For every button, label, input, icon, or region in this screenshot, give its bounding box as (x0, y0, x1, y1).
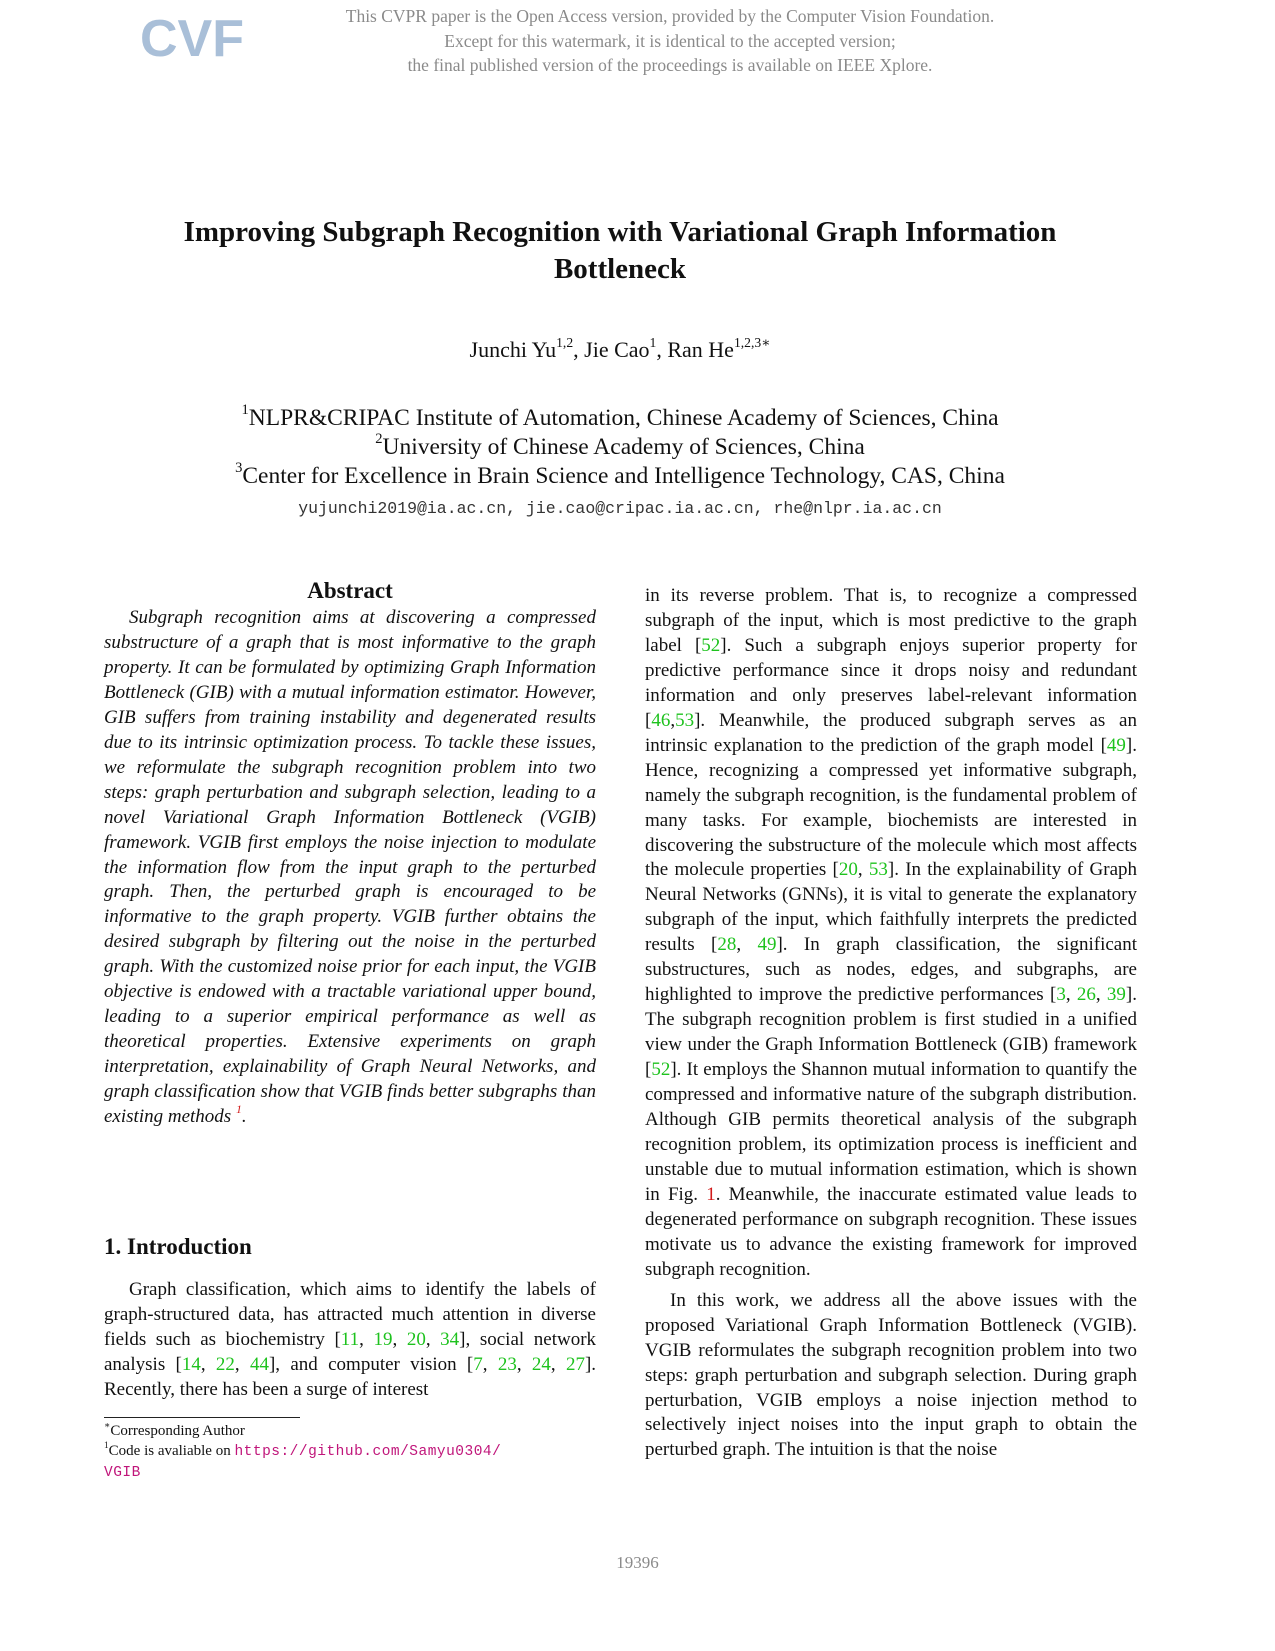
footnote-mark: 1 (104, 1440, 109, 1451)
author-sep: , (573, 337, 585, 362)
affiliation-sup: 3 (235, 460, 243, 476)
footnote-code (104, 1441, 596, 1483)
text-run: ]. Such a subgraph enjoys superior property for predictive performance since it drops noisy and redundant information and only preserves label-relevant information [ (645, 634, 1137, 731)
cvf-logo (138, 8, 244, 70)
paper-title (120, 214, 1120, 288)
section-heading-introduction: 1. Introduction (104, 1234, 252, 1259)
citation-link[interactable]: 28 (717, 934, 737, 956)
author-sup: 1,2 (556, 334, 574, 350)
affiliation-sup: 1 (241, 402, 249, 418)
footnote-ref[interactable]: 1 (235, 1102, 242, 1116)
footnotes (104, 1421, 596, 1483)
citation-link[interactable]: 7 (473, 1353, 483, 1375)
citation-link[interactable]: 23 (497, 1353, 517, 1375)
author-name: Junchi Yu (469, 337, 557, 362)
title-line: Bottleneck (553, 253, 687, 285)
code-url-link[interactable]: VGIB (104, 1465, 141, 1481)
title-line: Improving Subgraph Recognition with Variational Graph Information (183, 216, 1057, 248)
text-run: Graph classification, which aims to identify the labels of graph-structured data, has attracted much attention in diverse fields such as biochemistry [ (104, 1279, 596, 1350)
text-run: ]. Meanwhile, the produced subgraph serves as an intrinsic explanation to the prediction of the graph model [ (645, 709, 1137, 756)
right-column (645, 584, 1137, 1463)
paragraph: Graph classification, which aims to identify the labels of graph-structured data, has attracted much attention in diverse fields such as biochemistry [11, 19, 20, 34], social network analysis [14, 22, 44], and computer vision [7, 23, 24, 27]. Recently, there has been a surge of interest (104, 1279, 597, 1400)
paragraph: In this work, we address all the above issues with the proposed Variational Graph Information Bottleneck (VGIB). VGIB reformulates the subgraph recognition problem into two steps: graph perturbation and subgraph selection. During graph perturbation, VGIB employs a noise injection method to selectively inject noises into the input graph to obtain the perturbed graph. The intuition is that the noise (645, 1289, 1137, 1461)
citation-link[interactable]: 14 (181, 1353, 201, 1375)
footnote-mark: ∗ (104, 1420, 111, 1431)
citation-link[interactable]: 49 (757, 934, 777, 956)
figure-ref-link[interactable]: 1 (706, 1183, 716, 1205)
affiliation (120, 433, 1120, 462)
text-run: ]. Recently, there has been a surge of interest (104, 1353, 597, 1400)
abstract-end: . (241, 1106, 247, 1128)
text-run: . Meanwhile, the inaccurate estimated value leads to degenerated performance on subgraph recognition. These issues motivate us to advance the existing framework for improved subgraph recognition. (645, 1183, 1137, 1280)
citation-link[interactable]: 52 (651, 1059, 671, 1081)
footnote-text: Corresponding Author (110, 1423, 245, 1439)
watermark-line: This CVPR paper is the Open Access version, provided by the Computer Vision Foundation. (345, 6, 995, 26)
citation-link[interactable]: 39 (1106, 984, 1126, 1006)
text-run: ]. In the explainability of Graph Neural Networks (GNNs), it is vital to generate the explanatory subgraph of the input, which faithfully interprets the predicted results [ (645, 859, 1138, 956)
affiliation (120, 404, 1120, 433)
citation-link[interactable]: 27 (565, 1353, 585, 1375)
citation-link[interactable]: 22 (215, 1353, 235, 1375)
author-name: Ran He (667, 337, 734, 362)
cvf-logo-text: CVF (140, 10, 244, 68)
citation-link[interactable]: 20 (838, 859, 858, 881)
footnote-corresponding (104, 1421, 596, 1441)
abstract-body: Subgraph recognition aims at discovering a compressed substructure of a graph that is most informative to the graph property. It can be formulated by optimizing Graph Information Bottleneck (GIB) with a mutual information estimator. However, GIB suffers from training instability and degenerated results due to its intrinsic optimization process. To tackle these issues, we reformulate the subgraph recognition problem into two steps: graph perturbation and subgraph selection, leading to a novel Variational Graph Information Bottleneck (VGIB) framework. VGIB first employs the noise injection to modulate the information flow from the input graph to the perturbed graph. Then, the perturbed graph is encouraged to be informative to the graph property. VGIB further obtains the desired subgraph by filtering out the noise in the perturbed graph. With the customized noise prior for each input, the VGIB objective is endowed with a tractable variational upper bound, leading to a superior empirical performance as well as theoretical properties. Extensive experiments on graph interpretation, explainability of Graph Neural Networks, and graph classification show that VGIB finds better subgraphs than existing methods (104, 607, 596, 1128)
watermark-line: Except for this watermark, it is identical to the accepted version; (444, 30, 896, 51)
author-list (120, 336, 1120, 364)
affiliation-text: NLPR&CRIPAC Institute of Automation, Chinese Academy of Sciences, China (248, 405, 999, 431)
affiliation-text: University of Chinese Academy of Sciences, China (382, 434, 865, 460)
citation-link[interactable]: 44 (249, 1353, 269, 1375)
affiliations (120, 404, 1120, 491)
author-sup: 1 (649, 334, 657, 350)
citation-link[interactable]: 11 (340, 1328, 360, 1350)
citation-link[interactable]: 53 (675, 709, 695, 731)
citation-link[interactable]: 26 (1076, 984, 1096, 1006)
watermark-line: the final published version of the proceedings is available on IEEE Xplore. (407, 55, 933, 75)
text-run: ]. Hence, recognizing a compressed yet informative subgraph, namely the subgraph recognition, is the fundamental problem of many tasks. For example, biochemists are interested in discovering the substructure of the molecule which most affects the molecule properties [ (645, 734, 1137, 881)
affiliation-sup: 2 (375, 431, 383, 447)
author-name: Jie Cao (584, 337, 650, 362)
citation-link[interactable]: 49 (1106, 734, 1126, 756)
citation-link[interactable]: 52 (701, 634, 721, 656)
paragraph: in its reverse problem. That is, to recognize a compressed subgraph of the input, which is most predictive to the graph label [52]. Such a subgraph enjoys superior property for predictive performance since it drops noisy and redundant information and only preserves label-relevant information [46,53]. Meanwhile, the produced subgraph serves as an intrinsic explanation to the prediction of the graph model [49]. Hence, recognizing a compressed yet informative subgraph, namely the subgraph recognition, is the fundamental problem of many tasks. For example, biochemists are interested in discovering the substructure of the molecule which most affects the molecule properties [20, 53]. In the explainability of Graph Neural Networks (GNNs), it is vital to generate the explanatory subgraph of the input, which faithfully interprets the predicted results [28, 49]. In graph classification, the significant substructures, such as nodes, edges, and subgraphs, are highlighted to improve the predictive performances [3, 26, 39]. The subgraph recognition problem is first studied in a unified view under the Graph Information Bottleneck (GIB) framework [52]. It employs the Shannon mutual information to quantify the compressed and informative nature of the subgraph distribution. Although GIB permits theoretical analysis of the subgraph recognition problem, its optimization process is inefficient and unstable due to mutual information estimation, which is shown in Fig. 1. Meanwhile, the inaccurate estimated value leads to degenerated performance on subgraph recognition. These issues motivate us to advance the existing framework for improved subgraph recognition. (645, 585, 1138, 1280)
citation-link[interactable]: 19 (373, 1328, 393, 1350)
intro-paragraph (104, 1278, 596, 1403)
citation-link[interactable]: 3 (1056, 984, 1066, 1006)
footnote-text: Code is avaliable on (108, 1443, 235, 1459)
citation-link[interactable]: 53 (868, 859, 888, 881)
watermark (260, 4, 1080, 78)
citation-link[interactable]: 20 (406, 1328, 426, 1350)
author-sep: , (656, 337, 668, 362)
text-run: ], and computer vision [ (268, 1353, 474, 1375)
text-run: ], social network analysis [ (104, 1328, 597, 1375)
text-run: in its reverse problem. That is, to recognize a compressed subgraph of the input, which is most predictive to the graph label [ (645, 585, 1137, 656)
author-emails: yujunchi2019@ia.ac.cn, jie.cao@cripac.ia.ac.cn, rhe@nlpr.ia.ac.cn (298, 499, 942, 518)
abstract-column (104, 606, 596, 1130)
citation-link[interactable]: 46 (651, 709, 671, 731)
abstract-heading: Abstract (307, 578, 393, 603)
affiliation (120, 462, 1120, 491)
abstract-text (104, 606, 596, 1130)
text-run: ]. It employs the Shannon mutual information to quantify the compressed and informative nature of the subgraph distribution. Although GIB permits theoretical analysis of the subgraph recognition problem, its optimization process is inefficient and unstable due to mutual information estimation, which is shown in Fig. (645, 1059, 1137, 1205)
footnote-divider (104, 1417, 300, 1418)
page-number: 19396 (616, 1553, 659, 1572)
citation-link[interactable]: 24 (531, 1353, 551, 1375)
citation-link[interactable]: 34 (440, 1328, 460, 1350)
code-url-link[interactable]: https://github.com/Samyu0304/ (234, 1444, 502, 1460)
affiliation-text: Center for Excellence in Brain Science and Intelligence Technology, CAS, China (242, 463, 1005, 489)
author-sup: 1,2,3∗ (733, 334, 771, 350)
text-run: ]. In graph classification, the significant substructures, such as nodes, edges, and subgraphs, are highlighted to improve the predictive performances [ (645, 934, 1137, 1006)
text-run: ]. The subgraph recognition problem is first studied in a unified view under the Graph Information Bottleneck (GIB) framework [ (645, 984, 1137, 1081)
